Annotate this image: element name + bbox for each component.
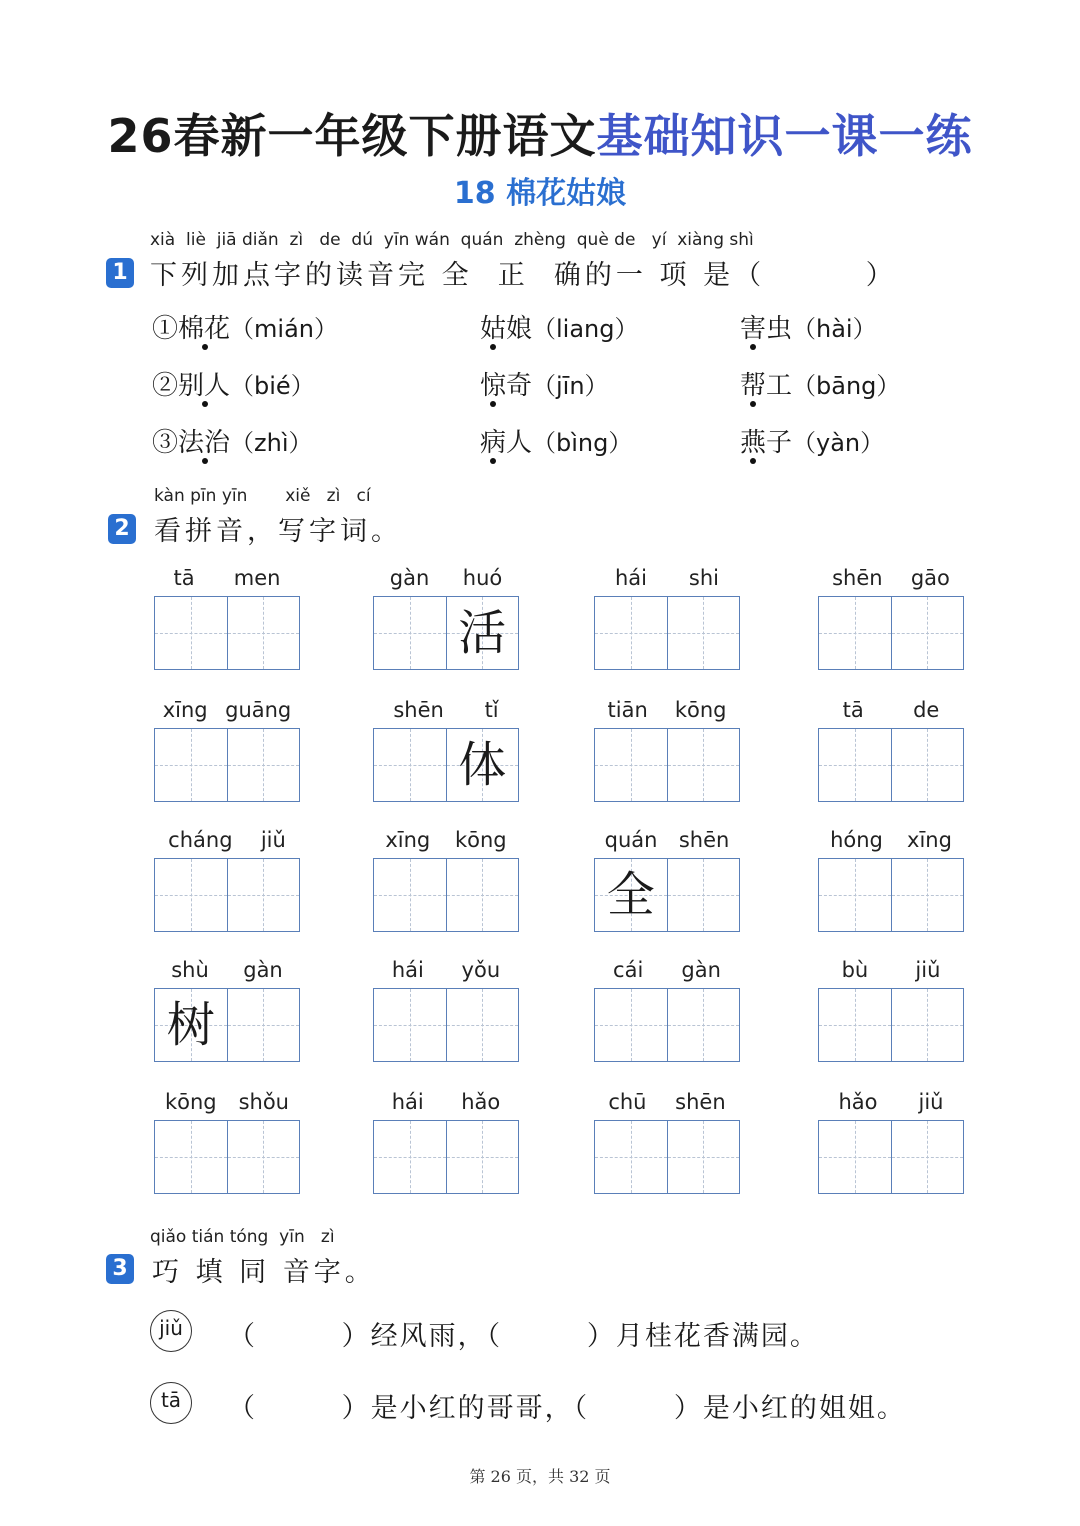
syllable: kōng — [674, 698, 727, 722]
page-title — [0, 100, 1080, 166]
writing-cell[interactable] — [667, 859, 740, 931]
writing-cell[interactable] — [446, 859, 519, 931]
word-item — [594, 958, 740, 1078]
writing-box — [818, 858, 964, 932]
syllable: hóng — [830, 828, 883, 852]
word-pinyin — [373, 698, 519, 722]
writing-cell[interactable] — [155, 597, 227, 669]
q1-prompt: 下列加点字的读音完 全 正 确的一 项 是（ ） — [150, 260, 897, 291]
word-pinyin — [154, 1090, 300, 1114]
syllable: hái — [614, 566, 647, 590]
option-pinyin: （mián） — [230, 315, 338, 343]
word-pinyin — [594, 958, 740, 982]
fill-blank-sentence: （ ）经风雨，（ ）月桂花香满园。 — [228, 1321, 819, 1352]
writing-box — [594, 988, 740, 1062]
syllable: xīng — [385, 828, 431, 852]
option-word: 燕子 — [740, 428, 793, 458]
word-pinyin — [373, 566, 519, 590]
syllable: xīng — [907, 828, 952, 852]
syllable: jiǔ — [260, 828, 286, 852]
writing-box — [373, 596, 519, 670]
syllable: tā — [842, 698, 864, 722]
word-item — [818, 698, 964, 818]
writing-box — [373, 728, 519, 802]
option-pinyin: （zhì） — [230, 429, 313, 457]
syllable: tā — [173, 566, 195, 590]
word-item — [373, 958, 519, 1078]
word-item — [154, 566, 300, 686]
word-item — [154, 958, 300, 1078]
word-item — [373, 1090, 519, 1210]
writing-cell[interactable] — [374, 597, 446, 669]
q3-prompt: 巧 填 同 音字。 — [152, 1257, 376, 1288]
q3-pinyin: qiǎo tián tóng yīn zì — [150, 1227, 335, 1247]
word-pinyin — [818, 958, 964, 982]
given-character: 全 — [606, 867, 655, 923]
writing-cell[interactable] — [891, 859, 964, 931]
writing-box — [594, 728, 740, 802]
page-footer: 第 26 页，共 32 页 — [469, 1467, 611, 1486]
writing-box — [818, 728, 964, 802]
writing-cell[interactable] — [227, 989, 300, 1061]
writing-cell[interactable] — [374, 859, 446, 931]
syllable: gàn — [243, 958, 283, 982]
pinyin-badge-icon — [148, 1308, 196, 1356]
writing-cell[interactable] — [227, 1121, 300, 1193]
writing-box — [818, 988, 964, 1062]
syllable: hái — [391, 958, 424, 982]
writing-cell[interactable] — [595, 989, 667, 1061]
writing-box — [373, 858, 519, 932]
word-pinyin — [818, 1090, 964, 1114]
emphasis-dot — [202, 401, 208, 407]
syllable: quán — [604, 828, 658, 852]
option-pinyin: （hài） — [792, 315, 877, 343]
writing-cell[interactable] — [227, 729, 300, 801]
writing-cell[interactable] — [891, 729, 964, 801]
writing-box — [818, 596, 964, 670]
option-word: 法治 — [178, 428, 231, 458]
word-item — [154, 828, 300, 948]
emphasis-dot — [490, 344, 496, 350]
word-pinyin — [373, 1090, 519, 1114]
writing-cell[interactable] — [374, 989, 446, 1061]
syllable: de — [913, 698, 940, 722]
word-pinyin — [154, 698, 300, 722]
syllable: shi — [688, 566, 720, 590]
writing-cell[interactable] — [667, 597, 740, 669]
word-item — [818, 1090, 964, 1210]
emphasis-dot — [750, 344, 756, 350]
syllable: huó — [462, 566, 503, 590]
pinyin-badge-icon — [148, 1380, 196, 1428]
option-word: 惊奇 — [480, 371, 533, 401]
badge-pinyin: jiǔ — [159, 1316, 183, 1340]
writing-cell[interactable] — [227, 597, 300, 669]
emphasis-dot — [750, 458, 756, 464]
word-pinyin — [154, 828, 300, 852]
q2-number-badge: 2 — [108, 514, 136, 544]
writing-box — [818, 1120, 964, 1194]
writing-box — [594, 596, 740, 670]
syllable: jiǔ — [918, 1090, 944, 1114]
emphasis-dot — [490, 458, 496, 464]
syllable: shēn — [393, 698, 444, 722]
word-item — [154, 1090, 300, 1210]
word-item — [594, 698, 740, 818]
writing-cell[interactable] — [819, 729, 891, 801]
q1-option — [480, 308, 639, 345]
writing-cell[interactable] — [446, 729, 519, 801]
writing-cell[interactable] — [667, 1121, 740, 1193]
syllable: guāng — [225, 698, 292, 722]
writing-box — [154, 1120, 300, 1194]
word-pinyin — [818, 828, 964, 852]
syllable: shǒu — [238, 1090, 289, 1114]
syllable: hái — [391, 1090, 424, 1114]
q1-option — [740, 365, 900, 402]
option-word: 帮工 — [740, 371, 793, 401]
writing-box — [373, 988, 519, 1062]
writing-box — [373, 1120, 519, 1194]
q1-option — [152, 308, 338, 345]
writing-box — [154, 596, 300, 670]
writing-cell[interactable] — [819, 989, 891, 1061]
syllable: shēn — [675, 1090, 726, 1114]
writing-cell[interactable] — [374, 1121, 446, 1193]
option-word: 病人 — [480, 428, 533, 458]
syllable: hǎo — [838, 1090, 878, 1114]
word-item — [373, 828, 519, 948]
emphasis-dot — [750, 401, 756, 407]
writing-cell[interactable] — [155, 859, 227, 931]
word-pinyin — [594, 566, 740, 590]
badge-pinyin: tā — [160, 1388, 182, 1412]
writing-box — [594, 1120, 740, 1194]
writing-cell[interactable] — [155, 729, 227, 801]
syllable: gàn — [389, 566, 430, 590]
word-item — [818, 828, 964, 948]
writing-cell[interactable] — [819, 597, 891, 669]
syllable: kōng — [454, 828, 507, 852]
syllable: shēn — [832, 566, 883, 590]
word-item — [594, 566, 740, 686]
word-pinyin — [594, 828, 740, 852]
writing-cell[interactable] — [819, 859, 891, 931]
q1-option — [152, 422, 313, 459]
writing-box — [154, 988, 300, 1062]
word-item — [154, 698, 300, 818]
writing-cell[interactable] — [891, 597, 964, 669]
syllable: tiān — [607, 698, 648, 722]
word-pinyin — [818, 698, 964, 722]
word-pinyin — [373, 958, 519, 982]
writing-cell[interactable] — [446, 989, 519, 1061]
writing-box — [154, 858, 300, 932]
writing-box — [594, 858, 740, 932]
writing-cell[interactable] — [446, 597, 519, 669]
option-word: 害虫 — [740, 314, 793, 344]
q1-option — [740, 308, 877, 345]
option-number: ① — [152, 314, 179, 344]
syllable: shēn — [678, 828, 730, 852]
q1-option — [152, 365, 315, 402]
writing-cell[interactable] — [891, 989, 964, 1061]
word-item — [594, 1090, 740, 1210]
q1-option — [480, 365, 609, 402]
syllable: gàn — [681, 958, 721, 982]
writing-cell[interactable] — [595, 729, 667, 801]
writing-cell[interactable] — [667, 729, 740, 801]
q2-pinyin: kàn pīn yīn xiě zì cí — [154, 486, 371, 506]
fill-blank-sentence: （ ）是小红的哥哥，（ ）是小红的姐姐。 — [228, 1393, 906, 1424]
option-word: 姑娘 — [480, 314, 533, 344]
writing-cell[interactable] — [667, 989, 740, 1061]
word-pinyin — [154, 958, 300, 982]
syllable: kōng — [164, 1090, 217, 1114]
title-blue: 基础知识一课一练 — [596, 109, 973, 163]
q1-pinyin: xià liè jiā diǎn zì de dú yīn wán quán zhèng què de yí xiàng shì — [150, 230, 754, 250]
q2-prompt: 看拼音，写字词。 — [154, 516, 402, 547]
word-item — [594, 828, 740, 948]
writing-cell[interactable] — [595, 1121, 667, 1193]
option-pinyin: （bié） — [230, 372, 315, 400]
syllable: yǒu — [461, 958, 501, 982]
syllable: men — [233, 566, 281, 590]
syllable: xīng — [162, 698, 208, 722]
q1-option — [740, 422, 884, 459]
word-item — [373, 566, 519, 686]
syllable: cháng — [168, 828, 233, 852]
q3-number-badge: 3 — [106, 1254, 134, 1284]
word-item — [818, 566, 964, 686]
option-number: ② — [152, 371, 179, 401]
syllable: shù — [171, 958, 209, 982]
word-item — [373, 698, 519, 818]
emphasis-dot — [202, 458, 208, 464]
syllable: chū — [608, 1090, 647, 1114]
emphasis-dot — [202, 344, 208, 350]
option-word: 别人 — [178, 371, 231, 401]
given-character: 树 — [166, 997, 215, 1053]
syllable: tǐ — [484, 698, 499, 722]
word-item — [818, 958, 964, 1078]
writing-cell[interactable] — [155, 1121, 227, 1193]
q1-option — [480, 422, 632, 459]
syllable: cái — [613, 958, 644, 982]
syllable: hǎo — [461, 1090, 501, 1114]
given-character: 活 — [458, 605, 507, 661]
option-pinyin: （bìng） — [532, 429, 633, 457]
title-black: 26春新一年级下册语文 — [107, 109, 597, 163]
word-pinyin — [594, 698, 740, 722]
word-pinyin — [373, 828, 519, 852]
word-pinyin — [594, 1090, 740, 1114]
word-pinyin — [818, 566, 964, 590]
option-pinyin: （liang） — [532, 315, 639, 343]
writing-cell[interactable] — [595, 597, 667, 669]
option-pinyin: （bāng） — [792, 372, 901, 400]
option-word: 棉花 — [178, 314, 231, 344]
syllable: gāo — [910, 566, 950, 590]
lesson-title: 18 棉花姑娘 — [453, 176, 627, 211]
option-pinyin: （jīn） — [532, 372, 609, 400]
writing-cell[interactable] — [155, 989, 227, 1061]
given-character: 体 — [458, 737, 507, 793]
writing-cell[interactable] — [891, 1121, 964, 1193]
syllable: jiǔ — [915, 958, 941, 982]
option-pinyin: （yàn） — [792, 429, 885, 457]
option-number: ③ — [152, 428, 179, 458]
emphasis-dot — [490, 401, 496, 407]
writing-cell[interactable] — [227, 859, 300, 931]
q1-number-badge: 1 — [106, 258, 134, 288]
syllable: bù — [841, 958, 869, 982]
writing-cell[interactable] — [595, 859, 667, 931]
writing-box — [154, 728, 300, 802]
writing-cell[interactable] — [819, 1121, 891, 1193]
word-pinyin — [154, 566, 300, 590]
writing-cell[interactable] — [446, 1121, 519, 1193]
writing-cell[interactable] — [374, 729, 446, 801]
